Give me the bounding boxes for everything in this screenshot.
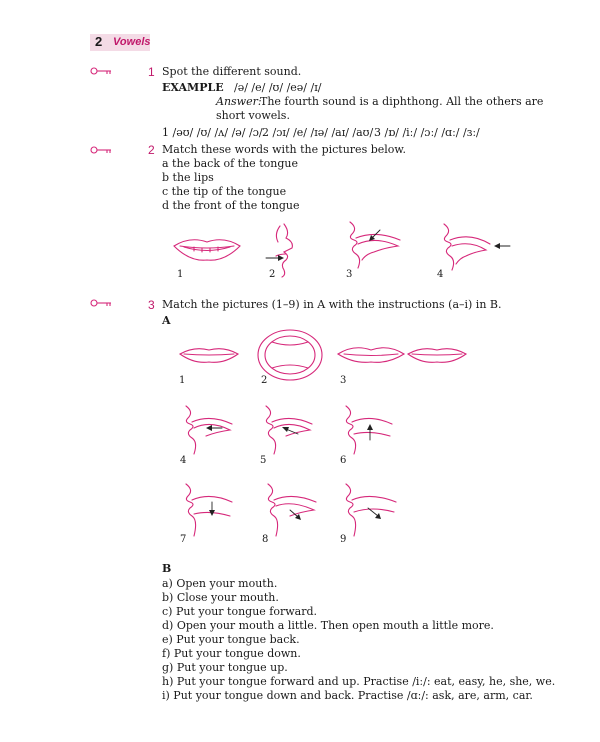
arrow-icon [282,426,298,436]
relaxed-lips-picture [406,342,468,366]
ex3-picture-label-2: 2 [261,375,268,386]
instruction-g: g) Put your tongue up. [162,661,288,674]
exercise-1-item-2: 2 /ɔɪ/ /e/ /ɪə/ /aɪ/ /aʊ/ [262,126,374,139]
key-icon [90,66,112,76]
exercise-2-option-b: b the lips [162,171,214,184]
instruction-a: a) Open your mouth. [162,577,278,590]
ex3-picture-label-7: 7 [180,534,187,545]
mouth-section-picture [436,222,496,272]
unit-number: 2 [95,34,103,49]
arrow-icon [206,424,222,432]
instruction-d: d) Open your mouth a little. Then open mouth a little more. [162,619,494,632]
ex3-picture-label-1: 1 [179,375,186,386]
exercise-2-option-d: d the front of the tongue [162,199,300,212]
exercise-3-number: 3 [148,298,155,312]
exercise-2-number: 2 [148,143,155,157]
example-sounds: /ə/ /e/ /ʊ/ /eə/ /ɪ/ [234,81,322,94]
arrow-icon [494,242,510,250]
instruction-h: h) Put your tongue forward and up. Practise /iː/: eat, easy, he, she, we. [162,675,556,688]
ex3-picture-label-4: 4 [180,455,187,466]
ex3-picture-label-9: 9 [340,534,347,545]
instruction-f: f) Put your tongue down. [162,647,301,660]
ex2-picture-label-3: 3 [346,269,353,280]
closed-lips-picture [178,342,240,366]
section-a-label: A [162,314,171,327]
answer-line-1: The fourth sound is a diphthong. All the others are [260,95,544,108]
exercise-1-number: 1 [148,65,155,79]
answer-label: Answer: [216,95,262,108]
arrow-icon [288,508,302,520]
key-icon [90,298,112,308]
exercise-2-option-a: a the back of the tongue [162,157,298,170]
instruction-e: e) Put your tongue back. [162,633,300,646]
exercise-3-instruction: Match the pictures (1–9) in A with the instructions (a–i) in B. [162,298,502,311]
arrow-icon [368,228,382,242]
ex3-picture-label-3: 3 [340,375,347,386]
ex2-picture-label-1: 1 [177,269,184,280]
section-b-label: B [162,562,172,575]
exercise-2-option-c: c the tip of the tongue [162,185,287,198]
key-icon [90,145,112,155]
ex2-picture-label-2: 2 [269,269,276,280]
instruction-c: c) Put your tongue forward. [162,605,318,618]
ex3-picture-label-6: 6 [340,455,347,466]
arrow-icon [366,506,382,520]
exercise-1-item-3: 3 /ɒ/ /iː/ /ɔː/ /ɑː/ /ɜː/ [374,126,480,139]
lips-teeth-picture [172,234,242,264]
unit-title: Vowels [113,36,151,48]
arrow-icon [208,502,216,516]
exercise-1-item-1: 1 /əʊ/ /ʊ/ /ʌ/ /ə/ /ɔ/ [162,126,263,139]
ex3-picture-label-8: 8 [262,534,269,545]
ex2-picture-label-4: 4 [437,269,444,280]
answer-line-2: short vowels. [216,109,290,122]
arrow-icon [366,424,374,440]
arrow-icon [266,254,286,262]
example-label: EXAMPLE [162,81,224,94]
instruction-b: b) Close your mouth. [162,591,279,604]
spread-lips-picture [336,342,406,366]
ex3-picture-label-5: 5 [260,455,267,466]
exercise-1-instruction: Spot the different sound. [162,65,302,78]
exercise-2-instruction: Match these words with the pictures below. [162,143,407,156]
instruction-i: i) Put your tongue down and back. Practise /ɑː/: ask, are, arm, car. [162,689,533,702]
